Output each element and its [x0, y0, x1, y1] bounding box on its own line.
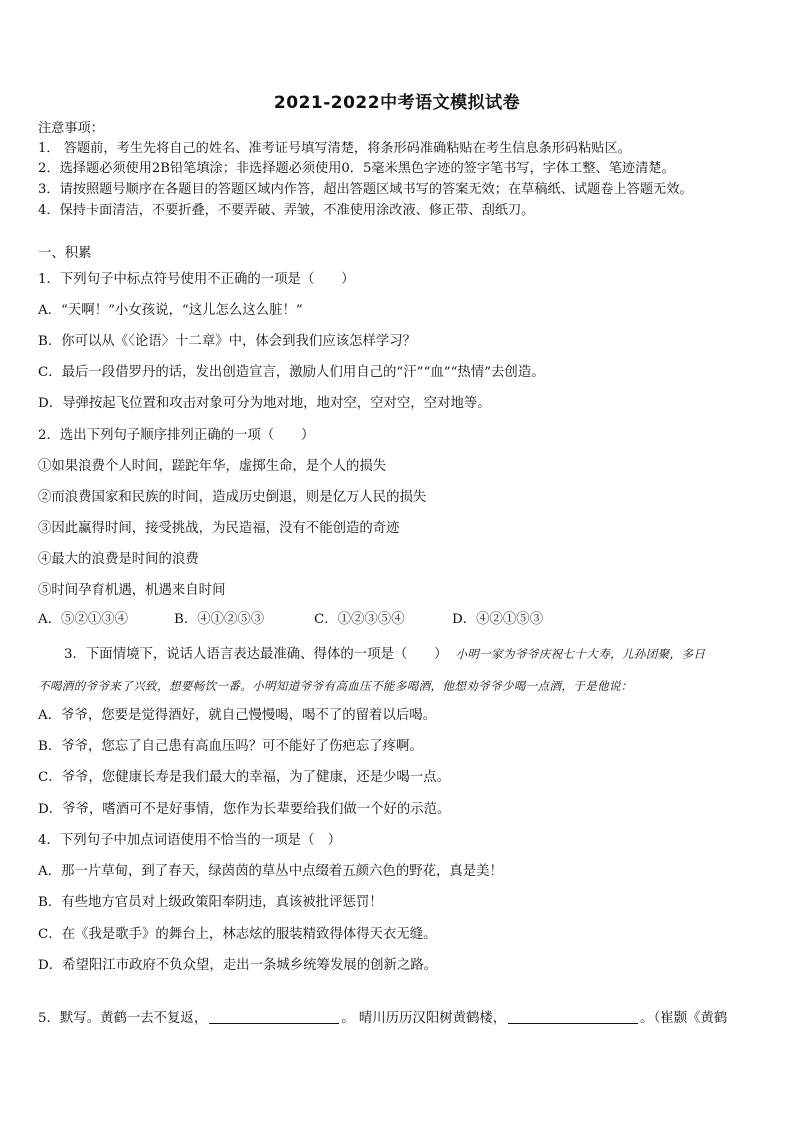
q1-stem: 1．下列句子中标点符号使用不正确的一项是（ ）: [38, 272, 355, 287]
q2-sentence-4: ④最大的浪费是时间的浪费: [38, 552, 199, 567]
q2-option-b: B．④①②⑤③: [174, 612, 265, 627]
q1-option-c: C．最后一段借罗丹的话，发出创造宣言，激励人们用自己的“汗”“血”“热情”去创造。: [38, 365, 545, 380]
q4-stem: 4．下列句子中加点词语使用不恰当的一项是（ ）: [38, 833, 342, 848]
q1-option-b: B．你可以从《〈论语〉十二章》中，体会到我们应该怎样学习？: [38, 334, 417, 349]
section-heading: 一、积累: [38, 246, 92, 261]
q5-answer-blank-2[interactable]: [508, 1009, 638, 1024]
q5-line: [38, 1009, 727, 1028]
q1-option-a: A．“天啊！”小女孩说，“这儿怎么这么脏！”: [38, 303, 303, 318]
q4-option-c: C．在《我是歌手》的舞台上，林志炫的服装精致得体得天衣无缝。: [38, 927, 437, 942]
notice-item-4: 4．保持卡面清洁，不要折叠，不要弄破、弄皱，不准使用涂改液、修正带、刮纸刀。: [38, 203, 535, 218]
q2-option-d: D．④②①⑤③: [452, 612, 544, 627]
q3-option-b: B．爷爷，您忘了自己患有高血压吗？可不能好了伤疤忘了疼啊。: [38, 739, 423, 754]
q3-option-c: C．爷爷，您健康长寿是我们最大的幸福，为了健康，还是少喝一点。: [38, 770, 450, 785]
q4-option-d: D．希望阳江市政府不负众望，走出一条城乡统筹发展的创新之路。: [38, 958, 438, 973]
q5-text-1: 5．默写。黄鹤一去不复返，: [38, 1011, 208, 1026]
notice-item-2: 2．选择题必须使用2B铅笔填涂；非选择题必须使用0．5毫米黑色字迹的签字笔书写，字体工整、笔迹清楚。: [38, 161, 675, 176]
q3-stem: 3．下面情境下，说话人语言表达最准确、得体的一项是（ ）: [64, 647, 448, 662]
q3-context-b: 不喝酒的爷爷来了兴致，想要畅饮一番。小明知道爷爷有高血压不能多喝酒，他想劝爷爷少喝一点酒，于是他说：: [38, 679, 633, 693]
q2-sentence-1: ①如果浪费个人时间，蹉跎年华，虚掷生命，是个人的损失: [38, 459, 387, 474]
q3-stem-line: [64, 645, 705, 664]
q2-option-a: A．⑤②①③④: [38, 612, 129, 627]
q3-option-a: A．爷爷，您要是觉得酒好，就自己慢慢喝，喝不了的留着以后喝。: [38, 708, 436, 723]
notice-item-3: 3．请按照题号顺序在各题目的答题区域内作答，超出答题区域书写的答案无效；在草稿纸、试题卷上答题无效。: [38, 182, 693, 197]
notice-heading: 注意事项：: [38, 121, 104, 136]
page-title: 2021-2022中考语文模拟试卷: [273, 93, 521, 113]
notice-item-1: 1． 答题前，考生先将自己的姓名、准考证号填写清楚，将条形码准确粘贴在考生信息条形码粘贴区。: [38, 141, 631, 156]
q1-option-d: D．导弹按起飞位置和攻击对象可分为地对地，地对空，空对空，空对地等。: [38, 396, 491, 411]
q4-option-a: A．那一片草甸，到了春天，绿茵茵的草丛中点缀着五颜六色的野花，真是美！: [38, 864, 503, 879]
q2-sentence-3: ③因此赢得时间，接受挑战，为民造福，没有不能创造的奇迹: [38, 521, 400, 536]
q2-option-c: C．①②③⑤④: [314, 612, 405, 627]
q3-context-a: 小明一家为爷爷庆祝七十大寿，儿孙团聚，多日: [455, 647, 706, 661]
q2-sentence-2: ②而浪费国家和民族的时间，造成历史倒退，则是亿万人民的损失: [38, 490, 427, 505]
q2-sentence-5: ⑤时间孕育机遇，机遇来自时间: [38, 583, 226, 598]
q5-text-2: 。 晴川历历汉阳树黄鹤楼，: [341, 1011, 507, 1026]
q5-answer-blank-1[interactable]: [209, 1009, 339, 1024]
q2-stem: 2．选出下列句子顺序排列正确的一项（ ）: [38, 428, 315, 443]
q3-option-d: D．爷爷，嗜酒可不是好事情，您作为长辈要给我们做一个好的示范。: [38, 802, 451, 817]
q5-text-3: 。（崔颢《黄鹤: [640, 1011, 728, 1026]
q4-option-b: B．有些地方官员对上级政策阳奉阴违，真该被批评惩罚！: [38, 895, 383, 910]
